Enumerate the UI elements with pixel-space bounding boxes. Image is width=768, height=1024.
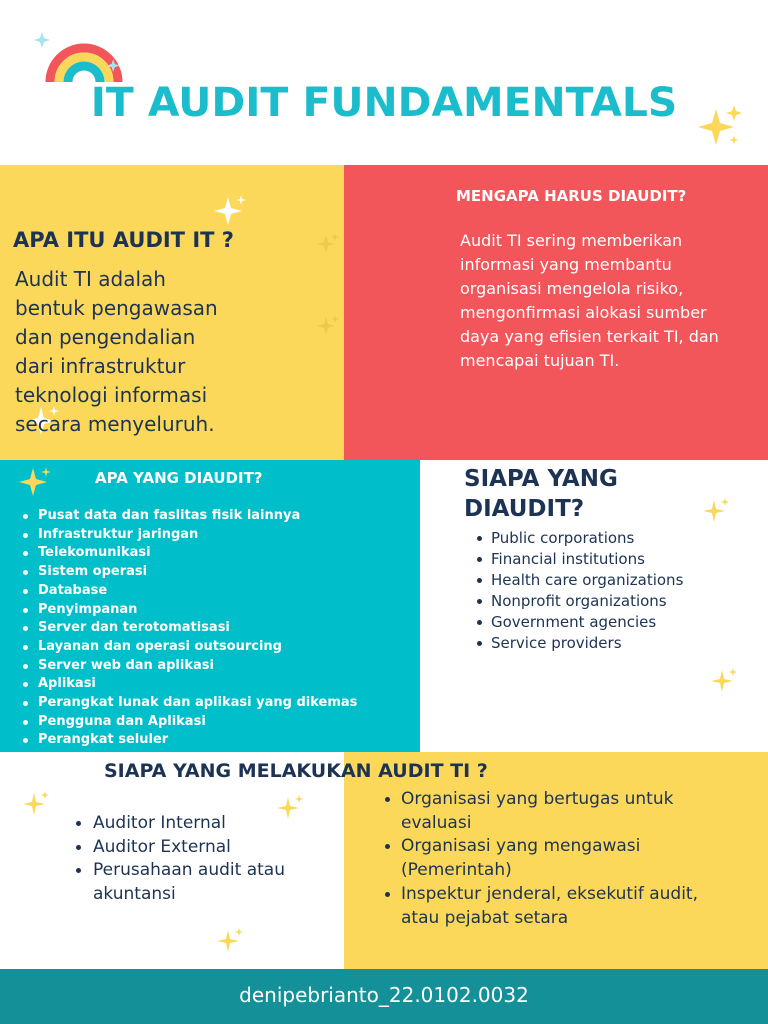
footer-text: denipebrianto_22.0102.0032 (239, 983, 529, 1007)
auditors-left-list (75, 812, 335, 906)
list-item: Penyimpanan (20, 601, 357, 620)
section-auditors-title: SIAPA YANG MELAKUKAN AUDIT TI ? (104, 760, 488, 782)
section-what-body (15, 265, 335, 439)
section-what-title: APA ITU AUDIT IT ? (13, 228, 234, 252)
list-item: Server web dan aplikasi (20, 657, 357, 676)
list-item: Server dan terotomatisasi (20, 619, 357, 638)
list-item: Health care organizations (476, 570, 706, 591)
list-item: Auditor External (75, 836, 335, 860)
title-line: DIAUDIT? (464, 496, 585, 522)
text-line: organisasi mengelola risiko, (460, 279, 684, 298)
text-line: Audit TI sering memberikan (460, 231, 683, 250)
sparkle-icon (216, 927, 244, 955)
list-item: Infrastruktur jaringan (20, 526, 357, 545)
text-line: secara menyeluruh. (15, 412, 215, 436)
text-line: bentuk pengawasan (15, 296, 218, 320)
list-item: Organisasi yang mengawasi (Pemerintah) (384, 835, 714, 882)
who-audited-list (476, 528, 706, 654)
list-item: Layanan dan operasi outsourcing (20, 638, 357, 657)
list-item: Sistem operasi (20, 563, 357, 582)
section-why-title: MENGAPA HARUS DIAUDIT? (456, 187, 687, 205)
list-item: Inspektur jenderal, eksekutif audit, atau pejabat setara (384, 883, 714, 930)
text-line: mencapai tujuan TI. (460, 351, 620, 370)
sparkle-icon (18, 465, 52, 499)
list-item: Pengguna dan Aplikasi (20, 713, 357, 732)
list-item: Pusat data dan faslitas fisik lainnya (20, 507, 357, 526)
list-item: Organisasi yang bertugas untuk evaluasi (384, 788, 714, 835)
list-item: Perusahaan audit atau akuntansi (75, 859, 335, 906)
text-line: informasi yang membantu (460, 255, 672, 274)
page-title: IT AUDIT FUNDAMENTALS (90, 80, 678, 126)
text-line: daya yang efisien terkait TI, dan (460, 327, 719, 346)
sparkle-icon (22, 790, 50, 818)
text-line: teknologi informasi (15, 383, 208, 407)
list-item: Perangkat lunak dan aplikasi yang dikemas (20, 694, 357, 713)
audited-list (20, 507, 357, 750)
list-item: Government agencies (476, 612, 706, 633)
sparkle-icon (702, 497, 730, 525)
sparkle-icon (212, 193, 248, 229)
auditors-right-list (384, 788, 714, 930)
list-item: Service providers (476, 633, 706, 654)
rainbow-icon (32, 22, 124, 86)
text-line: Audit TI adalah (15, 267, 166, 291)
section-who-audited-title (464, 464, 684, 524)
sparkle-icon (696, 103, 744, 151)
sparkle-icon (710, 667, 738, 695)
list-item: Public corporations (476, 528, 706, 549)
title-line: SIAPA YANG (464, 466, 618, 492)
list-item: Nonprofit organizations (476, 591, 706, 612)
section-audited-title: APA YANG DIAUDIT? (95, 469, 263, 487)
list-item: Database (20, 582, 357, 601)
list-item: Aplikasi (20, 675, 357, 694)
text-line: dan pengendalian (15, 325, 196, 349)
text-line: mengonfirmasi alokasi sumber (460, 303, 707, 322)
list-item: Financial institutions (476, 549, 706, 570)
text-line: dari infrastruktur (15, 354, 186, 378)
list-item: Perangkat seluler (20, 731, 357, 750)
list-item: Auditor Internal (75, 812, 335, 836)
section-why-body (460, 229, 760, 373)
sparkle-icon (316, 232, 340, 256)
list-item: Telekomunikasi (20, 544, 357, 563)
